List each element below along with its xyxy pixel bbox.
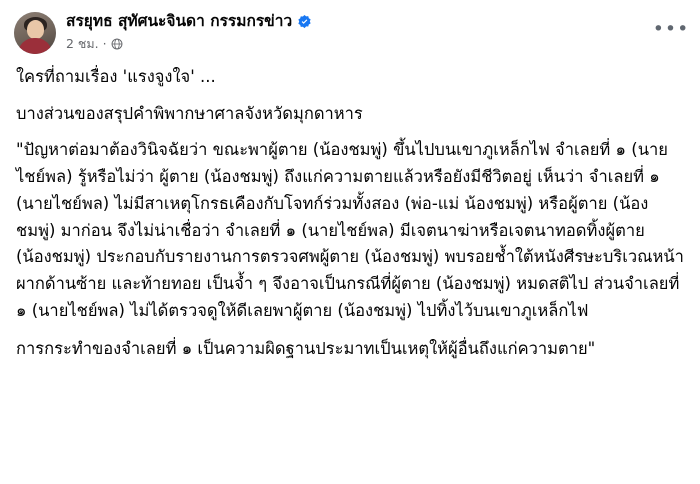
verified-badge-icon bbox=[297, 14, 312, 29]
post-header-text bbox=[56, 12, 656, 54]
post-paragraph-2: บางส่วนของสรุปคำพิพากษาศาลจังหวัดมุกดาหาร bbox=[16, 103, 363, 123]
post-meta bbox=[66, 34, 656, 54]
author-row bbox=[66, 12, 656, 31]
post-body bbox=[0, 58, 700, 363]
post-paragraph-4: การกระทำของจำเลยที่ ๑ เป็นความผิดฐานประมาทเป็นเหตุให้ผู้อื่นถึงแก่ความตาย" bbox=[16, 339, 596, 359]
avatar-face bbox=[27, 20, 44, 39]
author-name[interactable]: สรยุทธ สุทัศนะจินดา กรรมกรข่าว bbox=[66, 12, 293, 30]
post-menu-button[interactable]: ••• bbox=[652, 18, 690, 40]
meta-separator: · bbox=[102, 36, 107, 52]
post-paragraph-3: "ปัญหาต่อมาต้องวินิจฉัยว่า ขณะพาผู้ตาย (น้องชมพู่) ขึ้นไปบนเขาภูเหล็กไฟ จำเลยที่ ๑ (นายไชย์พล) รู้หรือไม่ว่า ผู้ตาย (น้องชมพู่) ถึงแก่ความตายแล้วหรือยังมีชีวิตอยู่ เห็นว่า จำเลยที่ ๑ (นายไชย์พล) ไม่มีสาเหตุโกรธเคืองกับโจทก์ร่วมทั้งสอง (พ่อ-แม่ น้องชมพู่) หรือผู้ตาย (น้องชมพู่) มาก่อน จึงไม่น่าเชื่อว่า จำเลยที่ ๑ (นายไชย์พล) มีเจตนาฆ่าหรือเจตนาทอดทิ้งผู้ตาย (น้องชมพู่) ประกอบกับรายงานการตรวจศพผู้ตาย (น้องชมพู่) พบรอยช้ำใต้หนังศีรษะบริเวณหน้าผากด้านซ้าย และท้ายทอย เป็นจ้ำ ๆ จึงอาจเป็นกรณีที่ผู้ตาย (น้องชมพู่) หมดสติไป ส่วนจำเลยที่ ๑ (นายไชย์พล) ไม่ได้ตรวจดูให้ดีเลยพาผู้ตาย (น้องชมพู่) ไปทิ้งไว้บนเขาภูเหล็กไฟ bbox=[16, 140, 684, 320]
post-header bbox=[0, 0, 700, 58]
avatar[interactable] bbox=[14, 12, 56, 54]
post-paragraph-1: ใครที่ถามเรื่อง 'แรงจูงใจ' ... bbox=[16, 67, 216, 86]
globe-icon[interactable] bbox=[111, 38, 123, 50]
post-timestamp[interactable]: 2 ชม. bbox=[66, 35, 99, 51]
